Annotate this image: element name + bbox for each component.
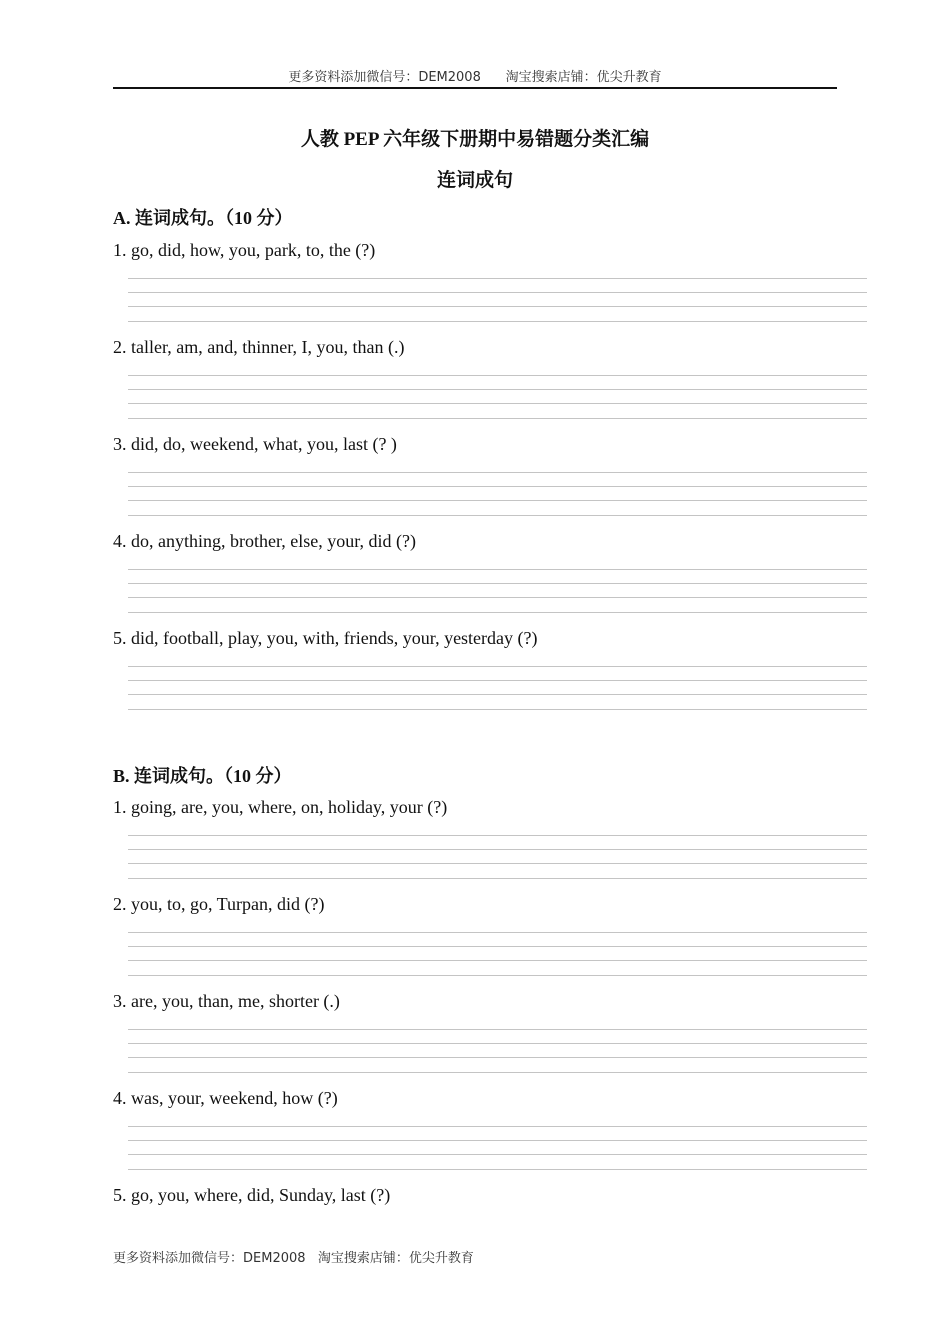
answer-line[interactable] bbox=[128, 1169, 867, 1170]
answer-line[interactable] bbox=[128, 1154, 867, 1155]
answer-line[interactable] bbox=[128, 403, 867, 404]
answer-line[interactable] bbox=[128, 1043, 867, 1044]
question-a4: 4. do, anything, brother, else, your, did (?) bbox=[113, 531, 416, 551]
answer-line[interactable] bbox=[128, 569, 867, 570]
question-a2: 2. taller, am, and, thinner, I, you, than (.) bbox=[113, 337, 405, 357]
answer-line[interactable] bbox=[128, 418, 867, 419]
question-a3: 3. did, do, weekend, what, you, last (? ) bbox=[113, 434, 397, 454]
section-b-heading: B. 连词成句。（10 分） bbox=[113, 766, 292, 786]
answer-line[interactable] bbox=[128, 515, 867, 516]
answer-line[interactable] bbox=[128, 612, 867, 613]
answer-line[interactable] bbox=[128, 835, 867, 836]
answer-line[interactable] bbox=[128, 321, 867, 322]
answer-line[interactable] bbox=[128, 472, 867, 473]
answer-line[interactable] bbox=[128, 597, 867, 598]
answer-line[interactable] bbox=[128, 849, 867, 850]
answer-line[interactable] bbox=[128, 306, 867, 307]
answer-line[interactable] bbox=[128, 389, 867, 390]
question-b5: 5. go, you, where, did, Sunday, last (?) bbox=[113, 1185, 391, 1205]
answer-line[interactable] bbox=[128, 583, 867, 584]
answer-line[interactable] bbox=[128, 1057, 867, 1058]
answer-line[interactable] bbox=[128, 500, 867, 501]
document-subtitle: 连词成句 bbox=[436, 170, 513, 191]
answer-line[interactable] bbox=[128, 960, 867, 961]
answer-line[interactable] bbox=[128, 486, 867, 487]
answer-line[interactable] bbox=[128, 1072, 867, 1073]
answer-line[interactable] bbox=[128, 878, 867, 879]
question-b3: 3. are, you, than, me, shorter (.) bbox=[113, 991, 340, 1011]
answer-line[interactable] bbox=[128, 666, 867, 667]
answer-line[interactable] bbox=[128, 375, 867, 376]
page-header-text: 更多资料添加微信号：DEM2008 淘宝搜索店铺：优尖升教育 bbox=[288, 70, 662, 85]
question-a5: 5. did, football, play, you, with, friends, your, yesterday (?) bbox=[113, 628, 538, 648]
answer-line[interactable] bbox=[128, 680, 867, 681]
answer-line[interactable] bbox=[128, 1029, 867, 1030]
header-divider bbox=[113, 87, 837, 89]
answer-line[interactable] bbox=[128, 946, 867, 947]
answer-line[interactable] bbox=[128, 863, 867, 864]
question-b2: 2. you, to, go, Turpan, did (?) bbox=[113, 894, 325, 914]
question-a1: 1. go, did, how, you, park, to, the (?) bbox=[113, 240, 376, 260]
answer-line[interactable] bbox=[128, 709, 867, 710]
answer-line[interactable] bbox=[128, 975, 867, 976]
document-title: 人教 PEP 六年级下册期中易错题分类汇编 bbox=[300, 129, 650, 150]
answer-line[interactable] bbox=[128, 932, 867, 933]
answer-line[interactable] bbox=[128, 1126, 867, 1127]
question-b1: 1. going, are, you, where, on, holiday, your (?) bbox=[113, 797, 448, 817]
section-a-heading: A. 连词成句。（10 分） bbox=[113, 208, 293, 228]
answer-line[interactable] bbox=[128, 278, 867, 279]
question-b4: 4. was, your, weekend, how (?) bbox=[113, 1088, 338, 1108]
answer-line[interactable] bbox=[128, 694, 867, 695]
answer-line[interactable] bbox=[128, 1140, 867, 1141]
answer-line[interactable] bbox=[128, 292, 867, 293]
page-footer-text: 更多资料添加微信号：DEM2008 淘宝搜索店铺：优尖升教育 bbox=[113, 1251, 474, 1266]
